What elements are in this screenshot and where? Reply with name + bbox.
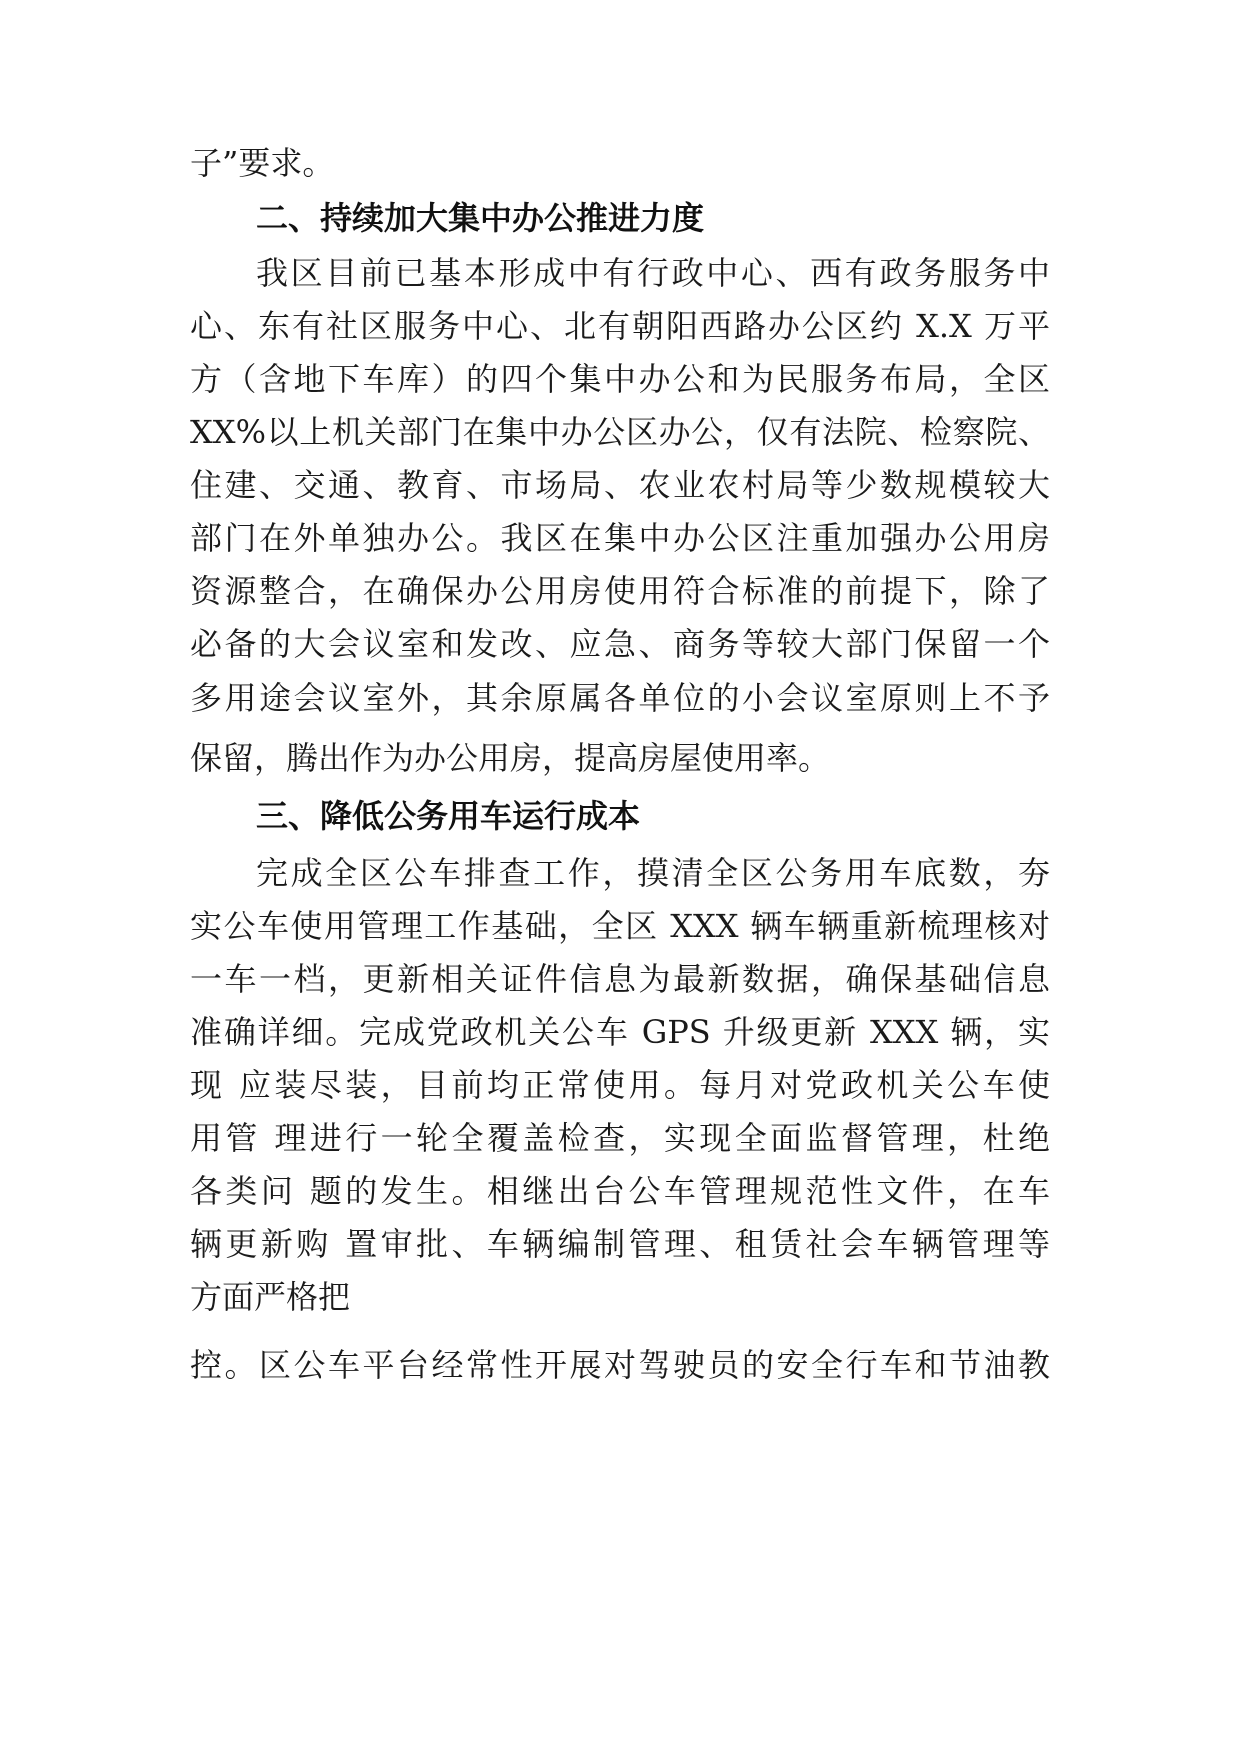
section-heading-2: 二、持续加大集中办公推进力度 (256, 199, 705, 237)
text-line: XX%以上机关部门在集中办公区办公，仅有法院、检察院、 (190, 413, 1050, 451)
text-line: 准确详细。完成党政机关公车 GPS 升级更新 XXX 辆，实 (190, 1013, 1050, 1051)
section-heading-3: 三、降低公务用车运行成本 (256, 797, 641, 835)
text-line: 完成全区公车排查工作，摸清全区公务用车底数，夯 (256, 854, 1050, 892)
text-line: 必备的大会议室和发改、应急、商务等较大部门保留一个 (190, 625, 1050, 663)
text-line: 一车一档，更新相关证件信息为最新数据，确保基础信息 (190, 960, 1050, 998)
text-line: 我区目前已基本形成中有行政中心、西有政务服务中 (256, 254, 1050, 292)
text-line: 方（含地下车库）的四个集中办公和为民服务布局，全区 (190, 360, 1050, 398)
text-line: 多用途会议室外，其余原属各单位的小会议室原则上不予 (190, 679, 1050, 717)
text-line: 子”要求。 (190, 144, 335, 182)
text-line: 方面严格把 (190, 1278, 351, 1316)
text-line: 资源整合，在确保办公用房使用符合标准的前提下，除了 (190, 572, 1050, 610)
text-line: 各类问 题的发生。相继出台公车管理规范性文件，在车 (190, 1172, 1050, 1210)
text-line: 现 应装尽装，目前均正常使用。每月对党政机关公车使 (190, 1066, 1050, 1104)
text-line: 心、东有社区服务中心、北有朝阳西路办公区约 X.X 万平 (190, 307, 1050, 345)
text-line: 用管 理进行一轮全覆盖检查，实现全面监督管理，杜绝 (190, 1119, 1050, 1157)
text-line: 实公车使用管理工作基础，全区 XXX 辆车辆重新梳理核对 (190, 907, 1050, 945)
text-line: 部门在外单独办公。我区在集中办公区注重加强办公用房 (190, 519, 1050, 557)
text-line: 住建、交通、教育、市场局、农业农村局等少数规模较大 (190, 466, 1050, 504)
text-line: 控。区公车平台经常性开展对驾驶员的安全行车和节油教 (190, 1346, 1050, 1384)
text-line: 保留，腾出作为办公用房，提高房屋使用率。 (190, 739, 831, 777)
text-line: 辆更新购 置审批、车辆编制管理、租赁社会车辆管理等 (190, 1225, 1050, 1263)
